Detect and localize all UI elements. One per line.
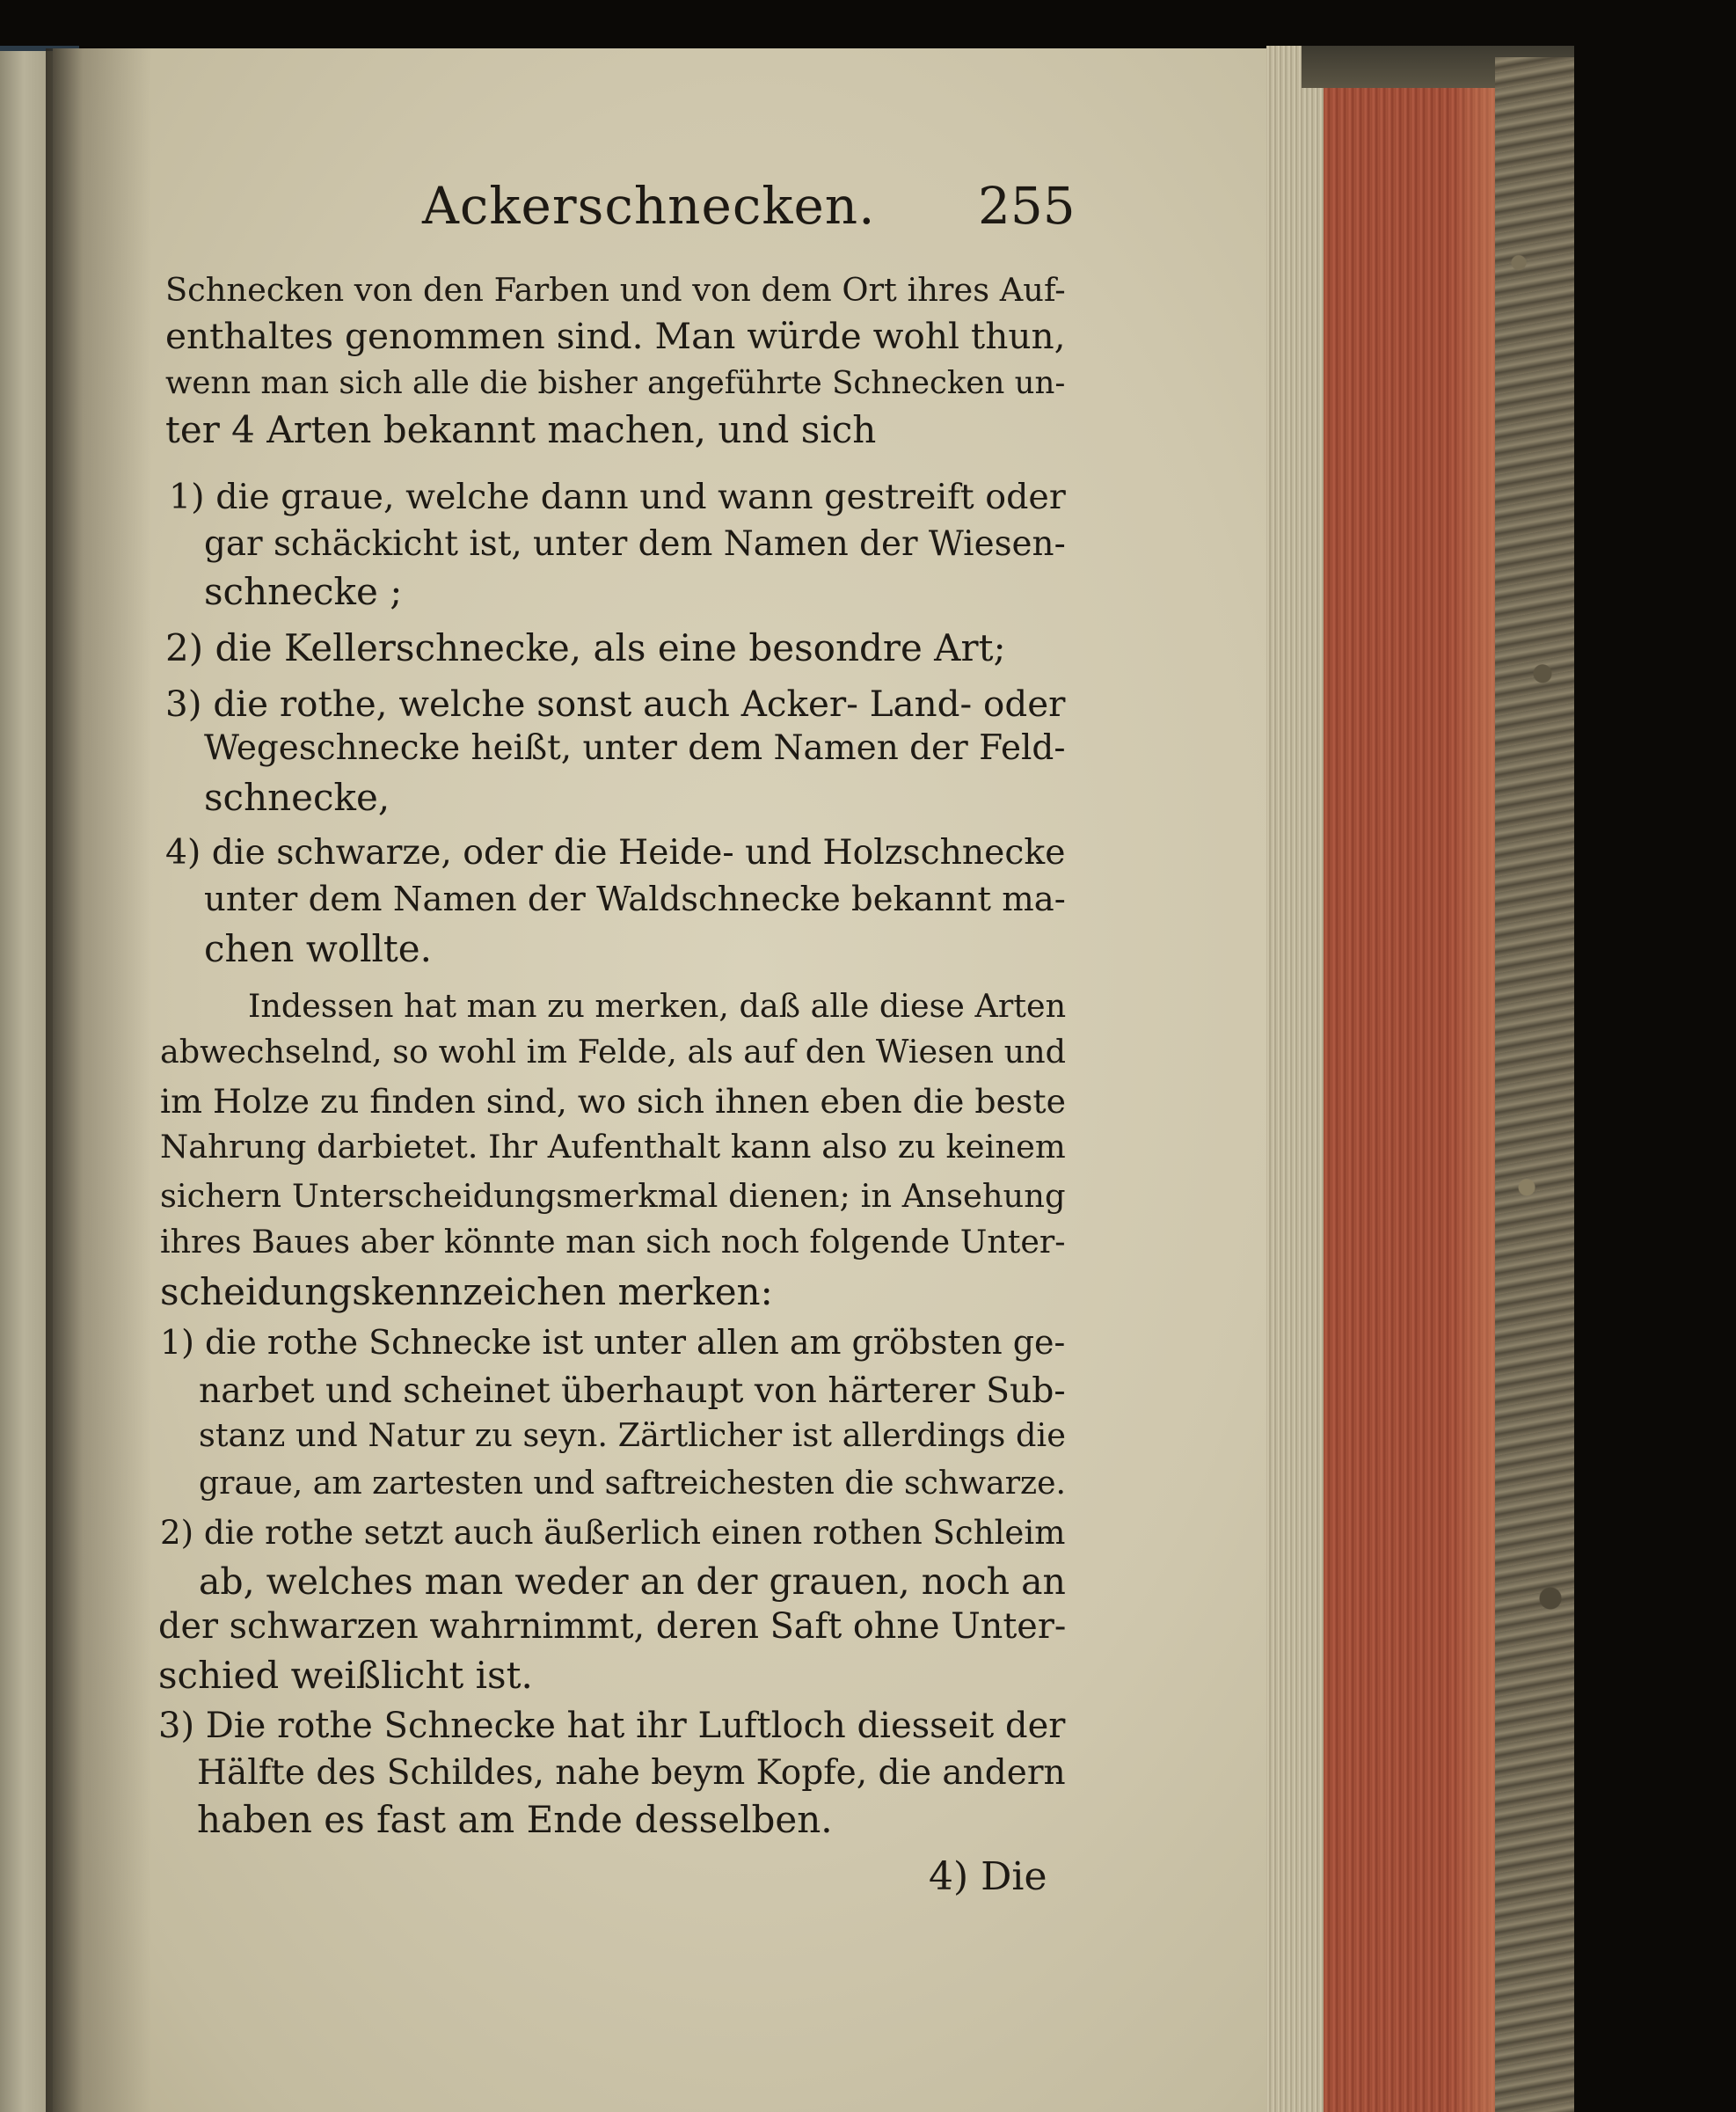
text-line: sichern Unterscheidungsmerkmal dienen; in Ansehung [160,1177,1066,1215]
list-item: 3) Die rothe Schnecke hat ihr Luftloch diesseit der [158,1706,1066,1746]
text-line: chen wollte. [204,927,433,970]
text-line: der schwarzen wahrnimmt, deren Saft ohne Unter- [158,1606,1067,1647]
text-line: ihres Baues aber könnte man sich noch folgende Unter- [160,1223,1066,1261]
text-line: ab, welches man weder an der grauen, noch an [199,1560,1066,1603]
text-line: abwechselnd, so wohl im Felde, als auf den Wiesen und [160,1033,1067,1071]
text-line: Schnecken von den Farben und von dem Ort ihres Auf- [165,271,1066,309]
text-line: Nahrung darbietet. Ihr Aufenthalt kann also zu keinem [160,1128,1066,1166]
list-item: 2) die Kellerschnecke, als eine besondre Art; [165,626,1006,669]
text-line: graue, am zartesten und saftreichesten die schwarze. [199,1464,1067,1502]
catchword: 4) Die [929,1854,1047,1899]
text-line: Wegeschnecke heißt, unter dem Namen der Feld- [204,728,1066,768]
list-item: 3) die rothe, welche sonst auch Acker- Land- oder [165,683,1066,725]
text-line: Indessen hat man zu merken, daß alle diese Arten [248,987,1067,1025]
text-line: schnecke, [204,776,390,819]
page-number: 255 [978,176,1076,236]
text-line: enthaltes genommen sind. Man würde wohl thun, [165,315,1066,357]
text-line: schied weißlicht ist. [158,1654,533,1697]
text-line: Hälfte des Schildes, nahe beym Kopfe, die andern [197,1753,1066,1793]
text-line: wenn man sich alle die bisher angeführte Schnecken un- [165,365,1066,401]
text-line: unter dem Namen der Waldschnecke bekannt ma- [204,880,1066,919]
text-line: scheidungskennzeichen merken: [160,1270,773,1313]
text-line: im Holze zu finden sind, wo sich ihnen eben die beste [160,1082,1066,1121]
list-item: 1) die graue, welche dann und wann gestreift oder [169,477,1066,517]
list-item: 4) die schwarze, oder die Heide- und Holzschnecke [165,833,1066,873]
running-head: Ackerschnecken. [422,176,876,236]
text-line: gar schäckicht ist, unter dem Namen der Wiesen- [204,524,1066,564]
text-line: narbet und scheinet überhaupt von härterer Sub- [199,1371,1066,1411]
text-line: schnecke ; [204,570,403,613]
list-item: 1) die rothe Schnecke ist unter allen am gröbsten ge- [160,1323,1066,1362]
text-line: haben es fast am Ende desselben. [197,1798,833,1841]
text-line: stanz und Natur zu seyn. Zärtlicher ist allerdings die [199,1416,1066,1454]
text-line: ter 4 Arten bekannt machen, und sich [165,408,877,451]
list-item: 2) die rothe setzt auch äußerlich einen rothen Schleim [160,1514,1066,1552]
